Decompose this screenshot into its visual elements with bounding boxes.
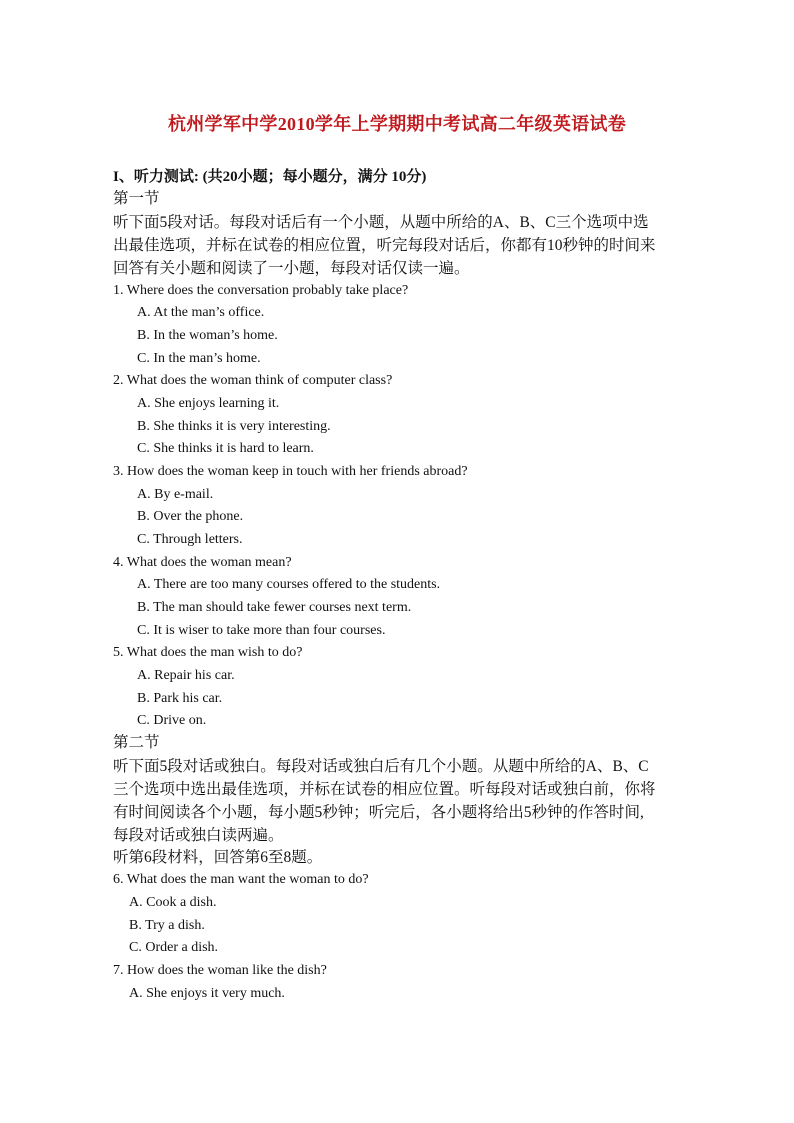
answer-option: C. Order a dish. xyxy=(129,940,219,955)
answer-option: C. She thinks it is hard to learn. xyxy=(137,441,314,456)
answer-option: B. She thinks it is very interesting. xyxy=(137,419,331,434)
answer-option: A. She enjoys learning it. xyxy=(137,396,280,411)
question-text: 7. How does the woman like the dish? xyxy=(113,963,327,978)
instruction-line: 回答有关小题和阅读了一小题，每段对话仅读一遍。 xyxy=(113,260,470,277)
answer-option: A. Repair his car. xyxy=(137,668,235,683)
question-text: 2. What does the woman think of computer class? xyxy=(113,373,393,388)
answer-option: B. The man should take fewer courses next term. xyxy=(137,600,412,615)
question-text: 4. What does the woman mean? xyxy=(113,555,292,570)
question-text: 6. What does the man want the woman to do? xyxy=(113,872,369,887)
answer-option: B. Park his car. xyxy=(137,691,223,706)
answer-option: C. Through letters. xyxy=(137,532,243,547)
section-heading-listening: I、听力测试: (共20小题；每小题分，满分 10分) xyxy=(113,169,427,185)
exam-title: 杭州学军中学2010学年上学期期中考试高二年级英语试卷 xyxy=(167,114,627,134)
instruction-line: 每段对话或独白读两遍。 xyxy=(113,827,284,844)
answer-option: B. Try a dish. xyxy=(129,918,205,933)
instruction-line: 听下面5段对话或独白。每段对话或独白后有几个小题。从题中所给的A、B、C xyxy=(113,758,649,775)
answer-option: A. At the man’s office. xyxy=(137,305,265,320)
answer-option: C. Drive on. xyxy=(137,713,207,728)
question-text: 5. What does the man wish to do? xyxy=(113,645,303,660)
answer-option: A. Cook a dish. xyxy=(129,895,217,910)
question-text: 3. How does the woman keep in touch with her friends abroad? xyxy=(113,464,468,479)
question-text: 1. Where does the conversation probably take place? xyxy=(113,283,409,298)
instruction-line: 出最佳选项，并标在试卷的相应位置，听完每段对话后，你都有10秒钟的时间来 xyxy=(113,237,656,254)
answer-option: B. Over the phone. xyxy=(137,509,244,524)
instruction-line: 听下面5段对话。每段对话后有一个小题，从题中所给的A、B、C三个选项中选 xyxy=(113,214,649,231)
answer-option: A. She enjoys it very much. xyxy=(129,986,285,1001)
instruction-line: 三个选项中选出最佳选项，并标在试卷的相应位置。听每段对话或独白前，你将 xyxy=(113,781,656,798)
material-note: 听第6段材料，回答第6至8题。 xyxy=(113,849,323,866)
answer-option: C. In the man’s home. xyxy=(137,351,261,366)
part-label-1: 第一节 xyxy=(113,190,160,207)
instruction-line: 有时间阅读各个小题，每小题5秒钟；听完后，各小题将给出5秒钟的作答时间, xyxy=(113,804,644,821)
answer-option: C. It is wiser to take more than four courses. xyxy=(137,623,386,638)
part-label-2: 第二节 xyxy=(113,734,160,751)
answer-option: A. By e-mail. xyxy=(137,487,214,502)
answer-option: B. In the woman’s home. xyxy=(137,328,278,343)
answer-option: A. There are too many courses offered to the students. xyxy=(137,577,441,592)
